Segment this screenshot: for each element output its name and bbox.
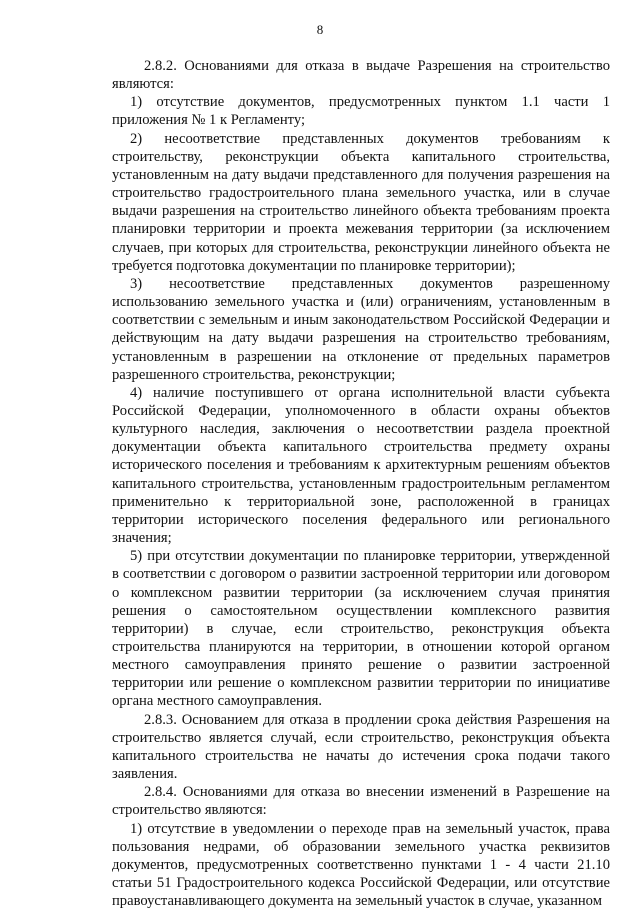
- paragraph-item-4: 4) наличие поступившего от органа исполнительной власти субъекта Российской Федерации, уполномоченного в области охраны объектов культурного наследия, заключения о несоответствии раздела проектной документации объекта капитального строительства предмету охраны исторического поселения и требованиям к архитектурным решениям объектов капитального строительства, установленным градостроительным регламентом применительно к территориальной зоне, расположенной в границах территории исторического поселения федерального или регионального значения;: [112, 384, 610, 547]
- page-number: 8: [316, 22, 324, 37]
- paragraph-2-8-2: 2.8.2. Основаниями для отказа в выдаче Разрешения на строительство являются:: [112, 58, 610, 93]
- paragraph-item-5: 5) при отсутствии документации по планировке территории, утвержденной в соответствии с договором о развитии застроенной территории или договором о комплексном развитии территории (за исключением случая принятия решения о самостоятельном осуществлении комплексного развития территории) в случае, если строительство, реконструкция объекта строительства планируются на территории, в отношении которой органом местного самоуправления принято решение о развитии застроенной территории или решение о комплексном развитии территории по инициативе органа местного самоуправления.: [112, 548, 610, 710]
- paragraph-item-2: 2) несоответствие представленных документов требованиям к строительству, реконструкции объекта капитального строительства, установленным на дату выдачи представленного для получения разрешения на строительство градостроительного плана земельного участка, или в случае выдачи разрешения на строительство линейного объекта требованиям проекта планировки территории и проекта межевания территории (за исключением случаев, при которых для строительства, реконструкции линейного объекта не требуется подготовка документации по планировке территории);: [112, 130, 610, 274]
- paragraph-2-8-4: 2.8.4. Основаниями для отказа во внесении изменений в Разрешение на строительство являются:: [112, 784, 610, 819]
- document-body: [112, 57, 610, 910]
- paragraph-item-3: 3) несоответствие представленных документов разрешенному использованию земельного участка и (или) ограничениям, установленным в соответствии с земельным и иным законодательством Российской Федерации и действующим на дату выдачи разрешения на строительство требованиям, установленным в разрешении на отклонение от предельных параметров разрешенного строительства, реконструкции;: [112, 275, 610, 383]
- paragraph-item-1: 1) отсутствие документов, предусмотренных пунктом 1.1 части 1 приложения № 1 к Регламенту;: [112, 94, 610, 129]
- paragraph-2-8-3: 2.8.3. Основанием для отказа в продлении срока действия Разрешения на строительство является случай, если строительство, реконструкция объекта капитального строительства не начаты до истечения срока подачи такого заявления.: [112, 711, 610, 783]
- paragraph-item-1-transfer: 1) отсутствие в уведомлении о переходе прав на земельный участок, права пользования недрами, об образовании земельного участка реквизитов документов, предусмотренных соответственно пунктами 1 - 4 части 21.10 статьи 51 Градостроительного кодекса Российской Федерации, или отсутствие правоустанавливающего документа на земельный участок в случае, указанном: [112, 820, 610, 910]
